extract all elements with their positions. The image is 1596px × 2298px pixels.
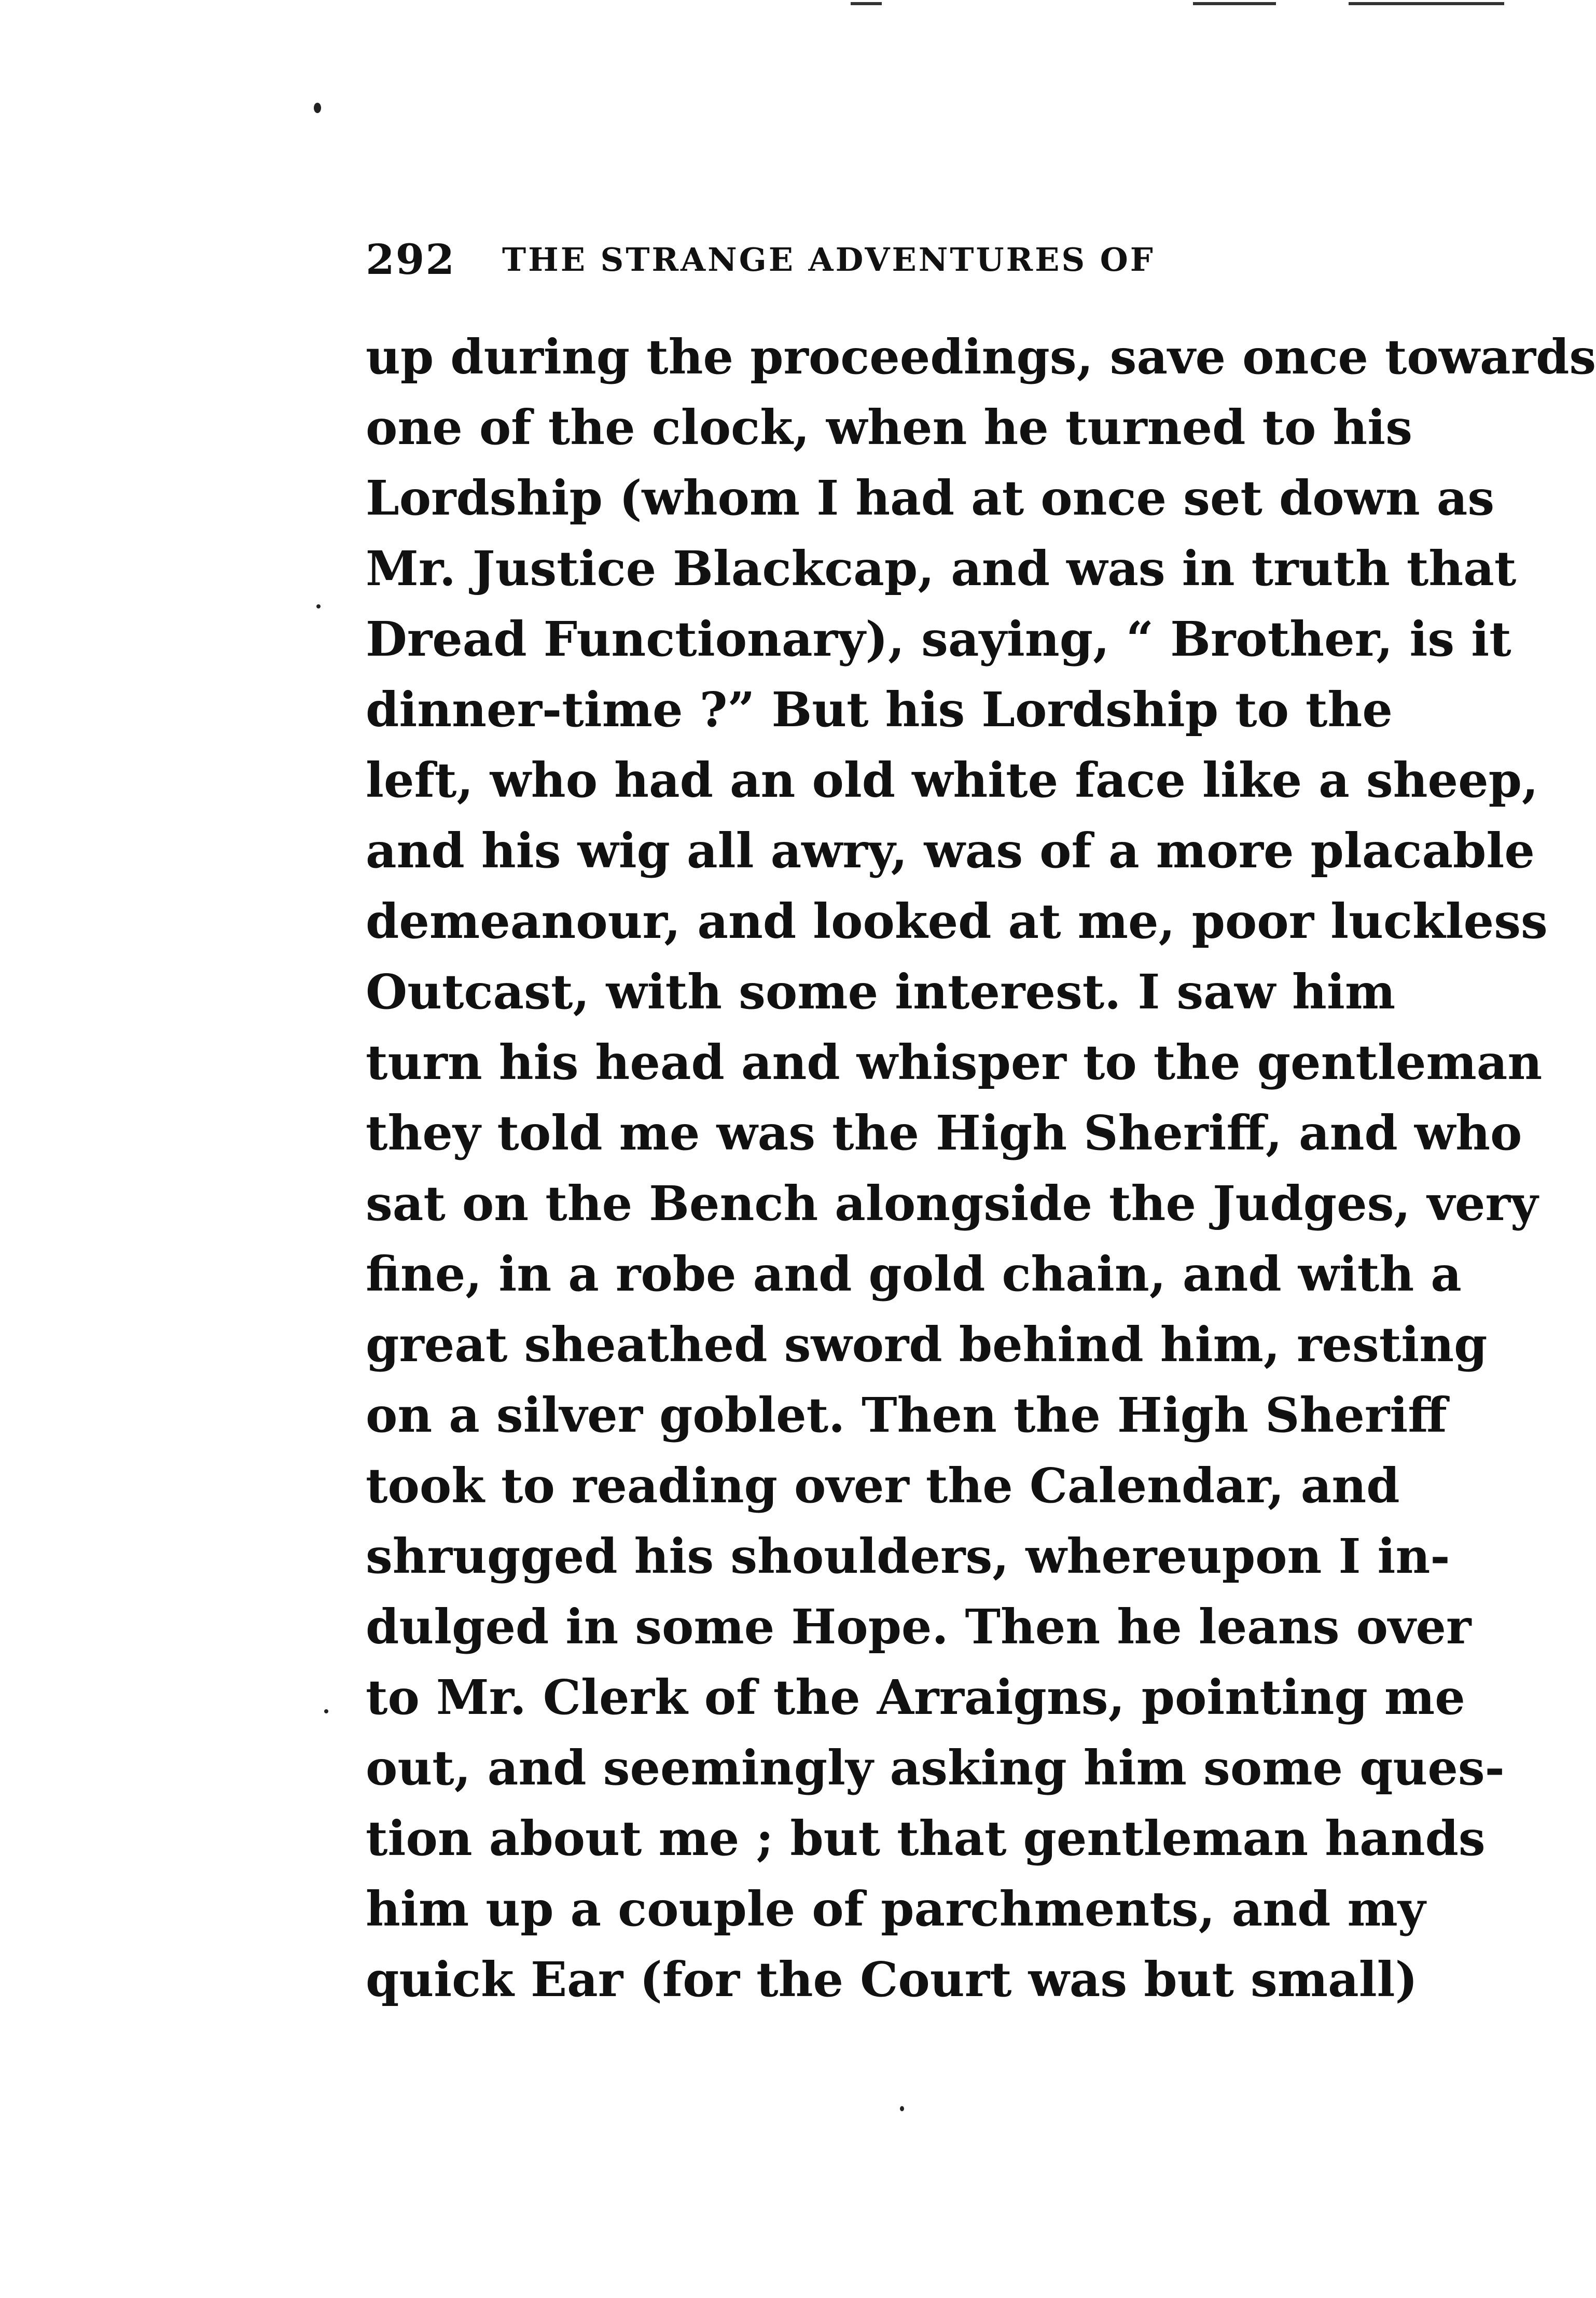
scan-speck-3 — [324, 1709, 328, 1713]
body-text — [366, 322, 1596, 2015]
text-line: on a silver goblet. Then the High Sheriff — [366, 1387, 1447, 1443]
text-line: and his wig all awry, was of a more placable — [366, 823, 1535, 879]
text-line: demeanour, and looked at me, poor luckless — [366, 893, 1548, 949]
text-line: one of the clock, when he turned to his — [366, 399, 1413, 455]
text-line: Mr. Justice Blackcap, and was in truth that — [366, 541, 1517, 597]
scan-speck-4 — [900, 2106, 904, 2111]
scan-artifact-top-1 — [851, 2, 882, 5]
scan-speck-1 — [314, 103, 321, 113]
text-line: great sheathed sword behind him, resting — [366, 1317, 1488, 1373]
text-line: up during the proceedings, save once towards — [366, 329, 1596, 385]
text-line: dulged in some Hope. Then he leans over — [366, 1599, 1472, 1655]
text-line: to Mr. Clerk of the Arraigns, pointing me — [366, 1669, 1465, 1725]
scan-artifact-top-2 — [1193, 2, 1276, 5]
text-line: out, and seemingly asking him some ques- — [366, 1740, 1505, 1796]
page-header — [366, 228, 1351, 290]
text-line: Lordship (whom I had at once set down as — [366, 470, 1495, 526]
text-line: quick Ear (for the Court was but small) — [366, 1951, 1418, 2008]
text-line: shrugged his shoulders, whereupon I in- — [366, 1528, 1450, 1584]
text-line: left, who had an old white face like a sheep, — [366, 752, 1538, 808]
text-line: turn his head and whisper to the gentleman — [366, 1034, 1543, 1090]
text-line: him up a couple of parchments, and my — [366, 1881, 1426, 1937]
text-line: dinner-time ?” But his Lordship to the — [366, 682, 1393, 738]
text-line: tion about me ; but that gentleman hands — [366, 1810, 1486, 1866]
text-line: Outcast, with some interest. I saw him — [366, 964, 1396, 1020]
text-line: Dread Functionary), saying, “ Brother, is it — [366, 611, 1511, 667]
text-line: sat on the Bench alongside the Judges, very — [366, 1175, 1538, 1231]
text-line: fine, in a robe and gold chain, and with a — [366, 1246, 1462, 1302]
text-line: took to reading over the Calendar, and — [366, 1458, 1400, 1514]
scan-artifact-top-3 — [1349, 2, 1504, 5]
scan-speck-2 — [316, 604, 321, 608]
text-line: they told me was the High Sheriff, and who — [366, 1105, 1522, 1161]
page-number: 292 — [366, 235, 455, 284]
running-head: THE STRANGE ADVENTURES OF — [502, 240, 1155, 279]
